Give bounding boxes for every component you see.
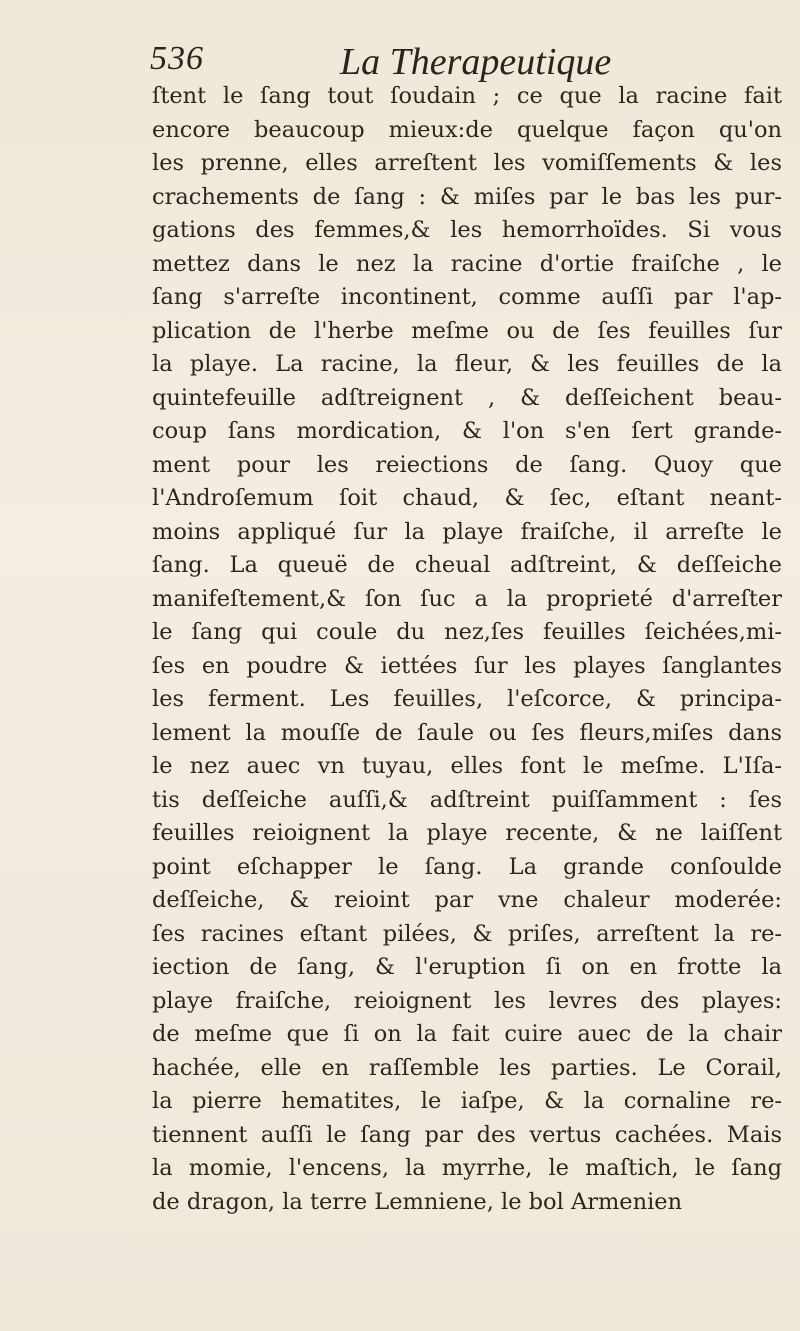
text-line: coup ſans mordication, & l'on s'en ſert grande-: [152, 418, 782, 444]
text-line: gations des femmes,& les hemorrhoïdes. Si vous: [152, 217, 782, 243]
text-line: l'Androſemum ſoit chaud, & ſec, eſtant neant-: [152, 485, 782, 511]
text-line: feuilles reioignent la playe recente, & ne laiſſent: [152, 820, 782, 846]
text-line: lement la mouſſe de ſaule ou ſes fleurs,miſes dans: [152, 719, 782, 746]
text-line: la momie, l'encens, la myrrhe, le maſtich, le ſang: [152, 1155, 782, 1181]
text-line: quintefeuille adſtreignent , & deſſeichent beau-: [152, 384, 782, 411]
text-line: ſes racines eſtant pilées, & priſes, arreſtent la re-: [152, 920, 782, 947]
text-line: ſang s'arreſte incontinent, comme auſſi par l'ap-: [152, 284, 782, 310]
text-line: la pierre hematites, le iaſpe, & la cornaline re-: [152, 1088, 782, 1114]
body-text: [152, 80, 782, 1219]
text-line: plication de l'herbe meſme ou de ſes feuilles ſur: [152, 317, 782, 344]
text-line: ment pour les reiections de ſang. Quoy que: [152, 451, 782, 478]
text-line: de dragon, la terre Lemniene, le bol Armenien: [152, 1188, 683, 1215]
text-line: playe fraiſche, reioignent les levres des playes:: [152, 987, 782, 1014]
text-line: deſſeiche, & reioint par vne chaleur moderée:: [152, 887, 782, 913]
text-line: encore beaucoup mieux:de quelque façon qu'on: [152, 116, 782, 143]
text-line: crachements de ſang : & miſes par le bas les pur-: [152, 183, 782, 210]
text-line: tiennent auſſi le ſang par des vertus cachées. Mais: [152, 1121, 782, 1148]
text-line: la playe. La racine, la fleur, & les feuilles de la: [152, 351, 782, 377]
text-line: point eſchapper le ſang. La grande conſoulde: [152, 853, 782, 880]
text-line: les ferment. Les feuilles, l'eſcorce, & principa-: [152, 686, 782, 712]
text-line: tis deſſeiche auſſi,& adſtreint puiſſamment : ſes: [152, 786, 782, 813]
text-line: iection de ſang, & l'eruption ſi on en frotte la: [152, 954, 782, 980]
text-line: ſang. La queuë de cheual adſtreint, & deſſeiche: [152, 552, 782, 578]
text-line: les prenne, elles arreſtent les vomiſſements & les: [152, 150, 782, 176]
text-line: ſes en poudre & iettées ſur les playes ſanglantes: [152, 652, 782, 679]
page-header: [0, 40, 800, 84]
text-line: manifeſtement,& ſon ſuc a la proprieté d'arreſter: [152, 585, 782, 612]
text-line: le ſang qui coule du nez,ſes feuilles ſeichées,mi-: [152, 619, 782, 645]
text-line: le nez auec vn tuyau, elles font le meſme. L'Iſa-: [152, 753, 782, 779]
text-line: moins appliqué ſur la playe fraiſche, il arreſte le: [152, 518, 782, 545]
text-line: hachée, elle en raſſemble les parties. Le Corail,: [152, 1054, 782, 1081]
running-title: La Therapeutique: [340, 41, 612, 83]
text-line: mettez dans le nez la racine d'ortie fraiſche , le: [152, 250, 782, 277]
text-line: de meſme que ſi on la fait cuire auec de la chair: [152, 1021, 782, 1047]
page-number: 536: [150, 40, 204, 77]
text-line: ſtent le ſang tout ſoudain ; ce que la racine fait: [152, 83, 782, 109]
